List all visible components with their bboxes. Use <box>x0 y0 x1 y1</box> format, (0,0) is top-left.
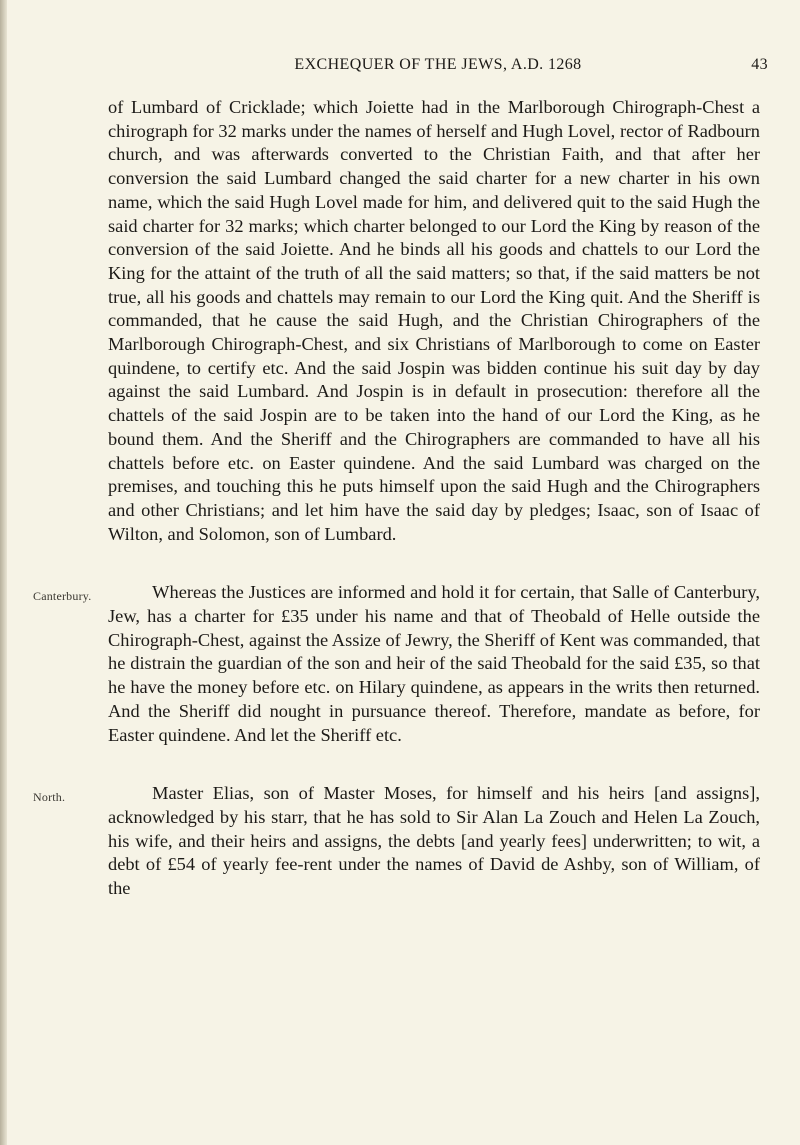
page-number: 43 <box>751 56 768 73</box>
paragraph-canterbury: Whereas the Justices are informed and hold it for certain, that Salle of Canterbury, Jew, has a charter for £35 under his name and that of Theobald of Helle outside the Chirograph-Chest, against the Assize of Jewry, the Sheriff of Kent was commanded, that he distrain the guardian of the son and heir of the said Theobald for the said £35, so that he have the money before etc. on Hilary quindene, as appears in the writs then returned. And the Sheriff did nought in pursuance thereof. Therefore, mandate as before, for Easter quindene. And let the Sheriff etc. <box>108 582 760 745</box>
paragraph-north: Master Elias, son of Master Moses, for himself and his heirs [and assigns], acknowledged by his starr, that he has sold to Sir Alan La Zouch and Helen La Zouch, his wife, and their heirs and assigns, the debts [and yearly fees] underwritten; to wit, a debt of £54 of yearly fee-rent under the names of David de Ashby, son of William, of the <box>108 783 760 899</box>
entry-continuation <box>108 96 760 546</box>
entry-canterbury <box>33 581 760 747</box>
margin-note-north: North. <box>33 790 66 805</box>
entry-north <box>33 782 760 901</box>
running-title: EXCHEQUER OF THE JEWS, A.D. 1268 <box>294 56 582 73</box>
margin-note-canterbury: Canterbury. <box>33 589 92 604</box>
page-header <box>108 56 768 80</box>
paragraph-continuation: of Lumbard of Cricklade; which Joiette had in the Marlborough Chirograph-Chest a chirograph for 32 marks under the names of herself and Hugh Lovel, rector of Radbourn church, and was afterwards converted to the Christian Faith, and that after her conversion the said Lumbard changed the said charter for a new charter in his own name, which the said Hugh Lovel made for him, and delivered quit to the said Hugh the said charter for 32 marks; which charter belonged to our Lord the King by reason of the conversion of the said Joiette. And he binds all his goods and chattels to our Lord the King for the attaint of the truth of all the said matters; so that, if the said matters be not true, all his goods and chattels may remain to our Lord the King quit. And the Sheriff is commanded, that he cause the said Hugh, and the Christian Chirographers of the Marlborough Chirograph-Chest, and six Christians of Marlborough to come on Easter quindene, to certify etc. And the said Jospin was bidden continue his suit day by day against the said Lumbard. And Jospin is in default in prosecution: therefore all the chattels of the said Jospin are to be taken into the hand of our Lord the King, as he bound them. And the Sheriff and the Chirographers are commanded to have all his chattels before etc. on Easter quindene. And the said Lumbard was charged on the premises, and touching this he puts himself upon the said Hugh and the Chirographers and other Christians; and let him have the said day by pledges; Isaac, son of Isaac of Wilton, and Solomon, son of Lumbard. <box>108 97 760 544</box>
page-edge-shadow <box>0 0 7 1145</box>
body-text <box>33 96 760 901</box>
